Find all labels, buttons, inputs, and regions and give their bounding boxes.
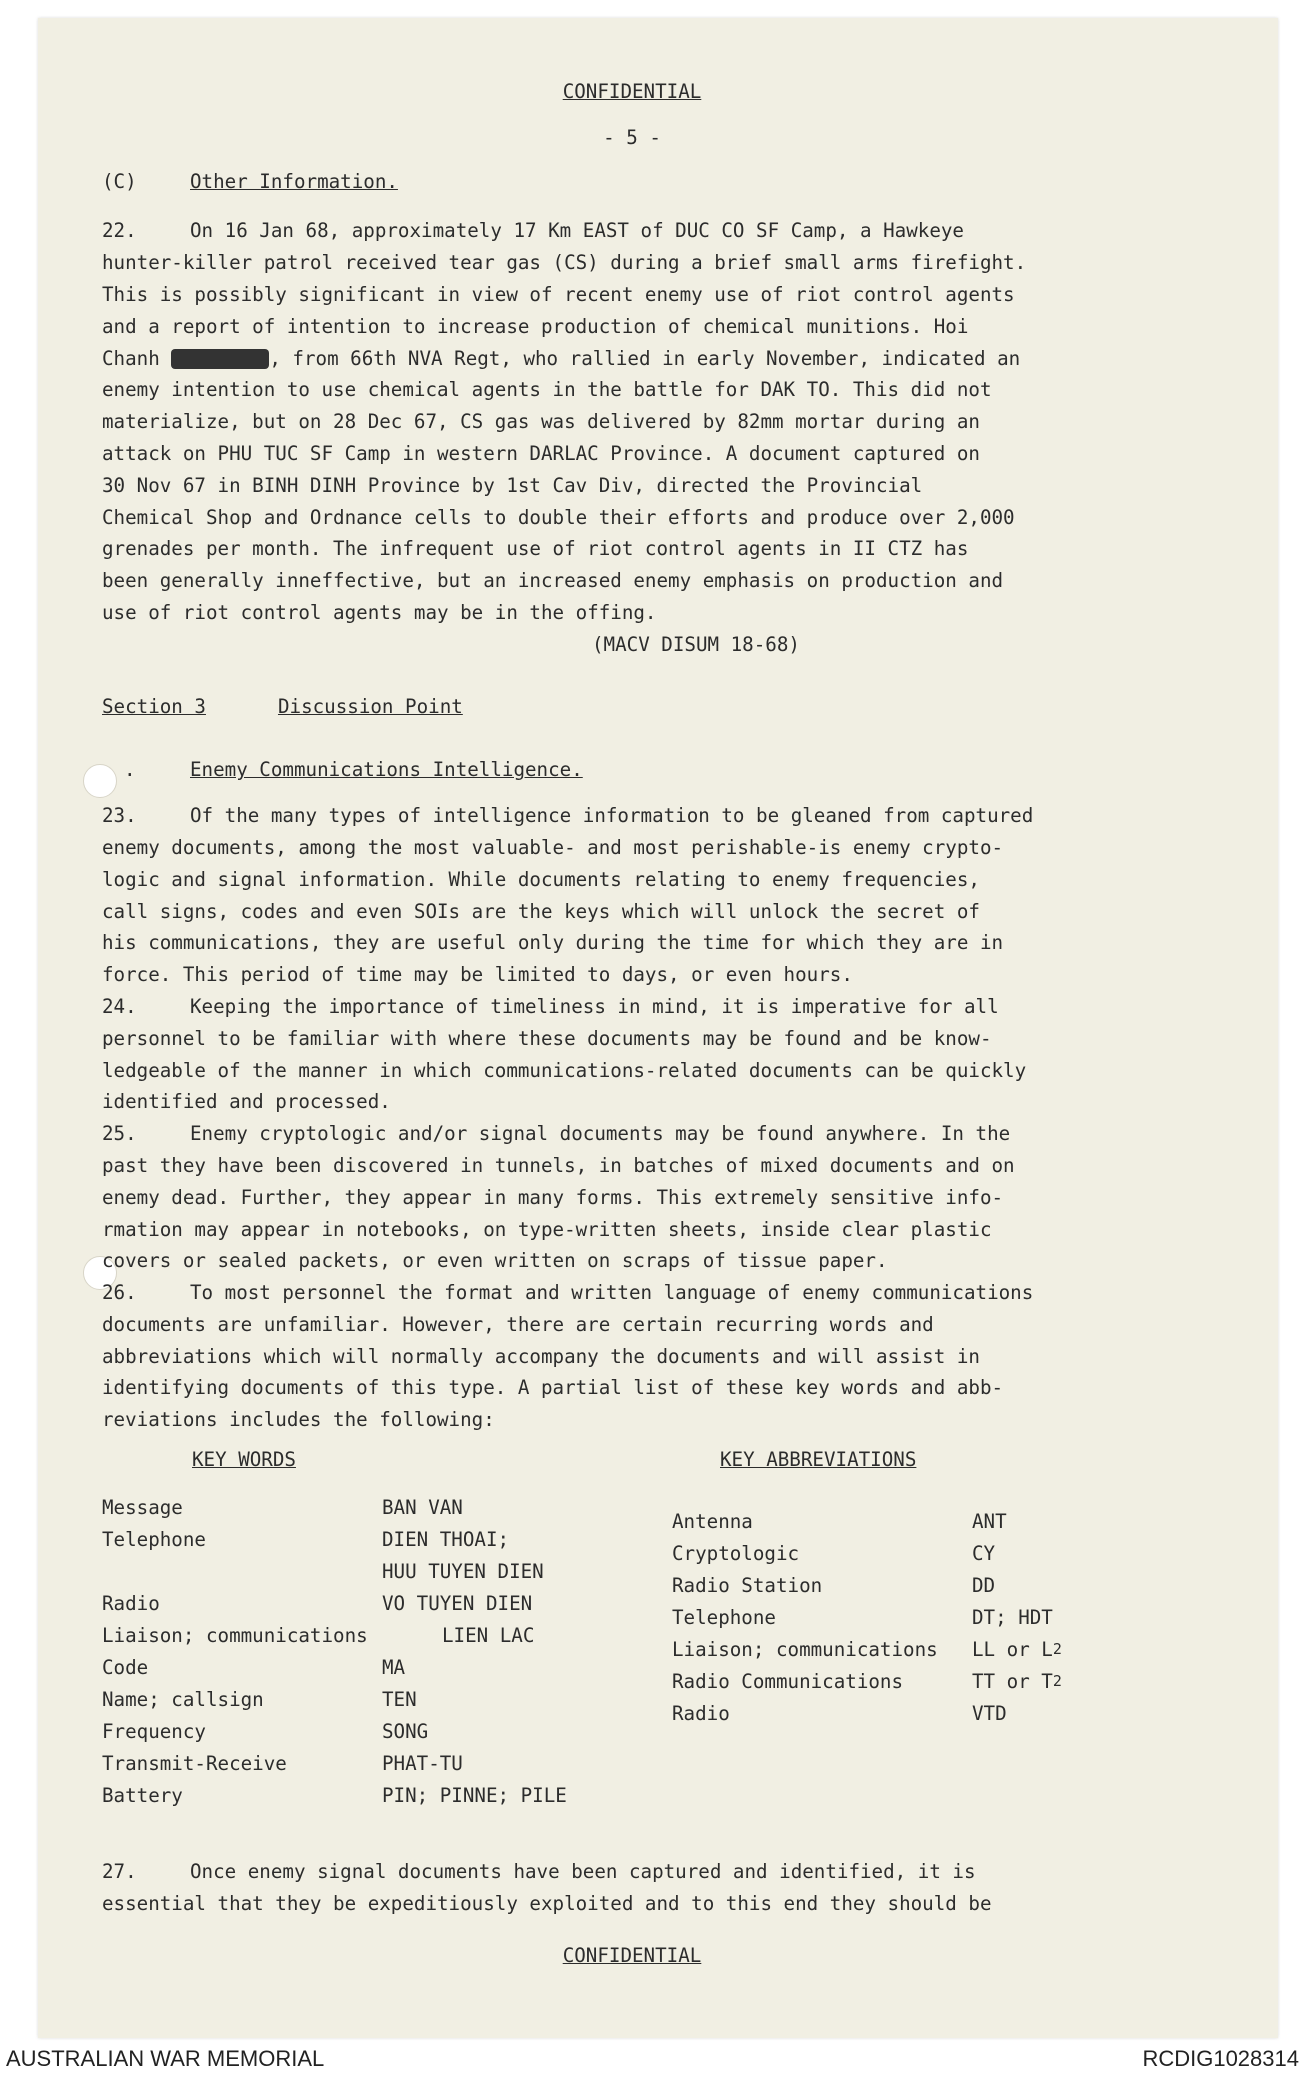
paragraph-24: 24. Keeping the importance of timeliness in mind, it is imperative for all personnel to be familiar with where these documents may be found and be know- ledgeable of the manner in which communications-related documents can be quickly identified and processed. [102, 994, 1027, 1114]
list-item: Liaison; communications LIEN LAC [102, 1624, 535, 1648]
section-c-heading: (C) Other Information. [102, 169, 398, 193]
list-item: Radio Station DD [672, 1574, 996, 1598]
list-item: Battery PIN; PINNE; PILE [102, 1784, 567, 1808]
key-words-list [102, 1444, 722, 1812]
paragraph-25: 25. Enemy cryptologic and/or signal documents may be found anywhere. In the past they have been discovered in tunnels, in batches of mixed documents and on enemy dead. Further, they appear in many forms. This extremely sensitive info- rmation may appear in notebooks, on type-written sheets, inside clear plastic covers or sealed packets, or even written on scraps of tissue paper. [102, 1122, 1015, 1273]
list-item: Message BAN VAN [102, 1496, 463, 1520]
key-abbreviations-heading: KEY ABBREVIATIONS [720, 1448, 917, 1472]
archive-name: AUSTRALIAN WAR MEMORIAL [6, 2046, 325, 2071]
list-item: Cryptologic CY [672, 1542, 996, 1566]
paragraph-22-source: (MACV DISUM 18-68) [592, 632, 800, 656]
paragraph-26: 26. To most personnel the format and written language of enemy communications documents are unfamiliar. However, there are certain recurring words and abbreviations which will normally accompany the documents and will assist in identifying documents of this type. A partial list of these key words and abb- reviations includes the following: [102, 1281, 1034, 1432]
subsection-heading: . Enemy Communications Intelligence. [124, 758, 583, 782]
paragraph-23: 23. Of the many types of intelligence information to be gleaned from captured enemy documents, among the most valuable- and most perishable-is enemy crypto- logic and signal information. While documents relating to enemy frequencies, call signs, codes and even SOIs are the keys which will unlock the secret of his communications, they are useful only during the time for which they are in force. This period of time may be limited to days, or even hours. [102, 804, 1034, 987]
archive-reference: RCDIG1028314 [1142, 2046, 1299, 2071]
key-lists [102, 1444, 1162, 1856]
list-item: Code MA [102, 1656, 406, 1680]
page-number: - 5 - [603, 125, 661, 149]
list-item: Liaison; communications LL or L 2 [672, 1638, 1062, 1662]
list-item: Frequency SONG [102, 1720, 429, 1744]
list-item: HUU TUYEN DIEN [382, 1560, 544, 1584]
section-3-heading: Section 3 Discussion Point [102, 694, 463, 718]
header-classification: CONFIDENTIAL [562, 80, 702, 103]
list-item: Transmit-Receive PHAT-TU [102, 1752, 463, 1776]
key-abbreviations-list [672, 1444, 1152, 1730]
list-item: Name; callsign TEN [102, 1688, 417, 1712]
document-body [102, 76, 1162, 1971]
list-item: Antenna ANT [672, 1510, 1007, 1534]
footer-classification: CONFIDENTIAL [562, 1943, 702, 1967]
paragraph-27: 27. Once enemy signal documents have been captured and identified, it is essential that they be expeditiously exploited and to this end they should be [102, 1860, 992, 1915]
list-item: Telephone DT; HDT [672, 1606, 1053, 1630]
redaction-mark [171, 349, 269, 369]
list-item: Radio Communications TT or T 2 [672, 1670, 1062, 1694]
paragraph-22: 22. On 16 Jan 68, approximately 17 Km EAST of DUC CO SF Camp, a Hawkeye hunter-killer patrol received tear gas (CS) during a brief small arms firefight. This is possibly significant in view of recent enemy use of riot control agents and a report of intention to increase production of chemical munitions. Hoi Chanh , from 66th NVA Regt, who rallied in early November, indicated an enemy intention to use chemical agents in the battle for DAK TO. This did not materialize, but on 28 Dec 67, CS gas was delivered by 82mm mortar during an attack on PHU TUC SF Camp in western DARLAC Province. A document captured on 30 Nov 67 in BINH DINH Province by 1st Cav Div, directed the Provincial Chemical Shop and Ordnance cells to double their efforts and produce over 2,000 grenades per month. The infrequent use of riot control agents in II CTZ has been generally inneffective, but an increased enemy emphasis on production and use of riot control agents may be in the offing. [102, 219, 1027, 624]
archive-footer [0, 2046, 1309, 2082]
list-item: Radio VO TUYEN DIEN [102, 1592, 533, 1616]
key-words-heading: KEY WORDS [192, 1448, 296, 1472]
list-item: Radio VTD [672, 1702, 1007, 1726]
list-item: Telephone DIEN THOAI; [102, 1528, 510, 1552]
